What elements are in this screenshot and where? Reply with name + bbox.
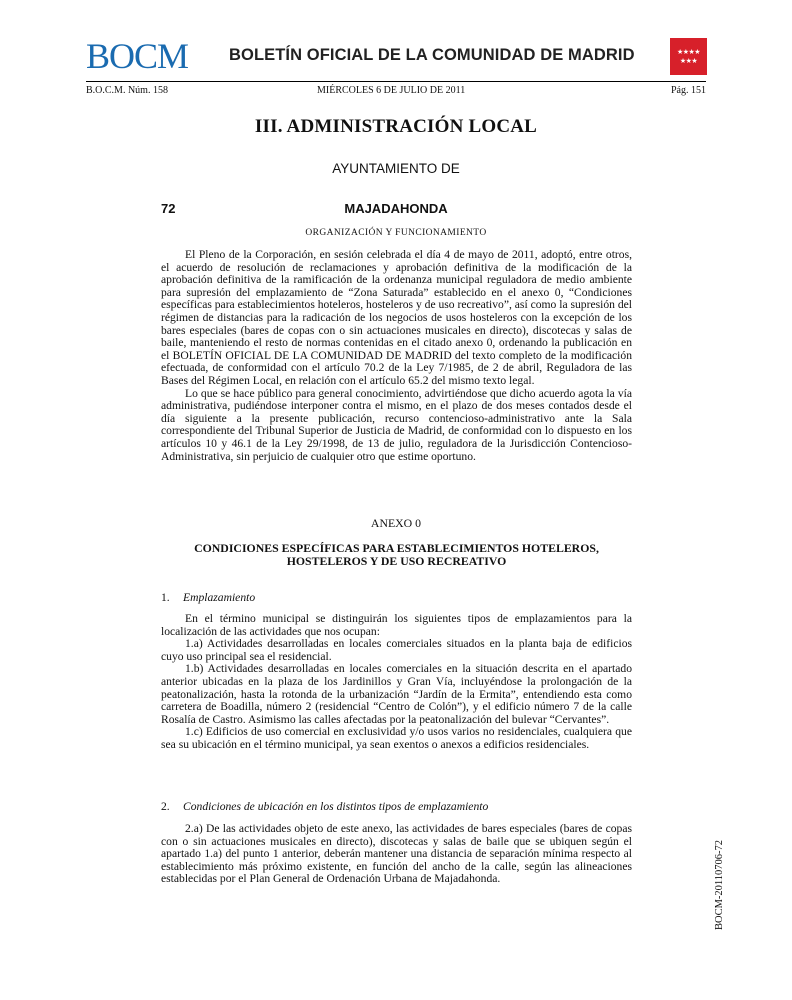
paragraph: El Pleno de la Corporación, en sesión celebrada el día 4 de mayo de 2011, adoptó, entre otros, el acuerdo de resolución de reclamaciones y aprobación definitiva de la modificación de la aprobación definitiva de la ramificación de la ordenanza municipal reguladora de medio ambiente para supresión del emplazamiento de “Zona Saturada” establecido en el anexo 0, “Condiciones específicas para establecimientos hoteleros, hosteleros y de uso recreativo”, así como la supresión del régimen de distancias para la radicación de los negocios de usos hosteleros con la excepción de los bares especiales (bares de copas con o sin actuaciones musicales en directo), discotecas y salas de baile, manteniendo el resto de normas contenidas en el citado anexo 0, ordenando la publicación en el BOLETÍN OFICIAL DE LA COMUNIDAD DE MADRID del texto completo de la modificación efectuada, de conformidad con el artículo 70.2 de la Ley 7/1985, de 2 de abril, Reguladora de las Bases del Régimen Local, en relación con el artículo 65.2 del mismo texto legal. — [161, 248, 632, 387]
paragraph: 2.a) De las actividades objeto de este anexo, las actividades de bares especiales (bares de copas con o sin actuaciones musicales en directo), discotecas y salas de baile que se ubiquen según el apartado 1.a) del punto 1 anterior, deberán mantener una distancia de separación mínima respecto al establecimiento más próximo existente, en función del ancho de la calle, según las alineaciones establecidas por el Plan General de Ordenación Urbana de Majadahonda. — [161, 822, 632, 886]
paragraph: 1.b) Actividades desarrolladas en locales comerciales en la situación descrita en el apartado anterior ubicadas en la plaza de los Jardinillos y Gran Vía, incluyéndose la prolongación de la peatonalización, hasta la rotonda de la urbanización “Jardín de la Ermita”, entendiendo esta como carretera de Boadilla, número 2 (residencial “Centro de Colón”), y el edificio número 7 de la calle Rosalía de Castro. Asimismo las calles afectadas por la peatonalización del bulevar “Cervantes”. — [161, 662, 632, 726]
section-2-body — [161, 823, 632, 886]
section-number: 1. — [161, 591, 170, 604]
flag-stars-row-2: ★★★ — [679, 57, 698, 65]
issue-date: MIÉRCOLES 6 DE JULIO DE 2011 — [317, 85, 466, 96]
paragraph: Lo que se hace público para general conocimiento, advirtiéndose que dicho acuerdo agota la vía administrativa, pudiéndose interponer contra el mismo, en el plazo de dos meses contados desde el día siguiente a la presente publicación, recurso contencioso-administrativo ante la Sala correspondiente del Tribunal Superior de Justicia de Madrid, de conformidad con lo dispuesto en los artículos 10 y 46.1 de la Ley 29/1998, de 13 de julio, reguladora de la Jurisdicción Contencioso-Administrativa, sin perjuicio de cualquier otro que estime oportuno. — [161, 386, 632, 463]
section-heading-2 — [161, 800, 488, 813]
section-title-text: Condiciones de ubicación en los distintos tipos de emplazamiento — [183, 800, 489, 813]
document-code: BOCM-20110706-72 — [714, 839, 725, 930]
entity-label: AYUNTAMIENTO DE — [332, 161, 460, 176]
issue-number: B.O.C.M. Núm. 158 — [86, 85, 168, 96]
section-1-body — [161, 613, 632, 752]
header-rule — [86, 81, 706, 82]
paragraph: 1.c) Edificios de uso comercial en exclusividad y/o usos varios no residenciales, cualquiera que sea su ubicación en el término municipal, ya sean exentos o anexos a edificios residenciales. — [161, 725, 632, 751]
municipality-name: MAJADAHONDA — [344, 201, 448, 216]
page-number: Pág. 151 — [671, 85, 706, 96]
section-heading-1 — [161, 591, 255, 604]
publication-title: BOLETÍN OFICIAL DE LA COMUNIDAD DE MADRID — [229, 46, 635, 64]
annex-heading: CONDICIONES ESPECÍFICAS PARA ESTABLECIMIENTOS HOTELEROS, HOSTELEROS Y DE USO RECREATIVO — [194, 541, 599, 568]
subject-line: ORGANIZACIÓN Y FUNCIONAMIENTO — [305, 228, 487, 238]
paragraph: En el término municipal se distinguirán los siguientes tipos de emplazamientos para la localización de las actividades que nos ocupan: — [161, 612, 632, 638]
announcement-number: 72 — [161, 201, 176, 216]
annex-title: ANEXO 0 — [370, 516, 422, 530]
flag-stars-row-1: ★★★★ — [676, 48, 701, 56]
paragraph: 1.a) Actividades desarrolladas en locales comerciales situados en la planta baja de edificios cuyo uso principal sea el residencial. — [161, 637, 632, 663]
announcement-body — [161, 249, 632, 463]
madrid-flag-icon — [670, 38, 707, 75]
section-title: III. ADMINISTRACIÓN LOCAL — [254, 116, 538, 137]
section-title-text: Emplazamiento — [183, 591, 256, 604]
section-number: 2. — [161, 800, 170, 813]
bocm-logo: BOCM — [86, 36, 189, 76]
